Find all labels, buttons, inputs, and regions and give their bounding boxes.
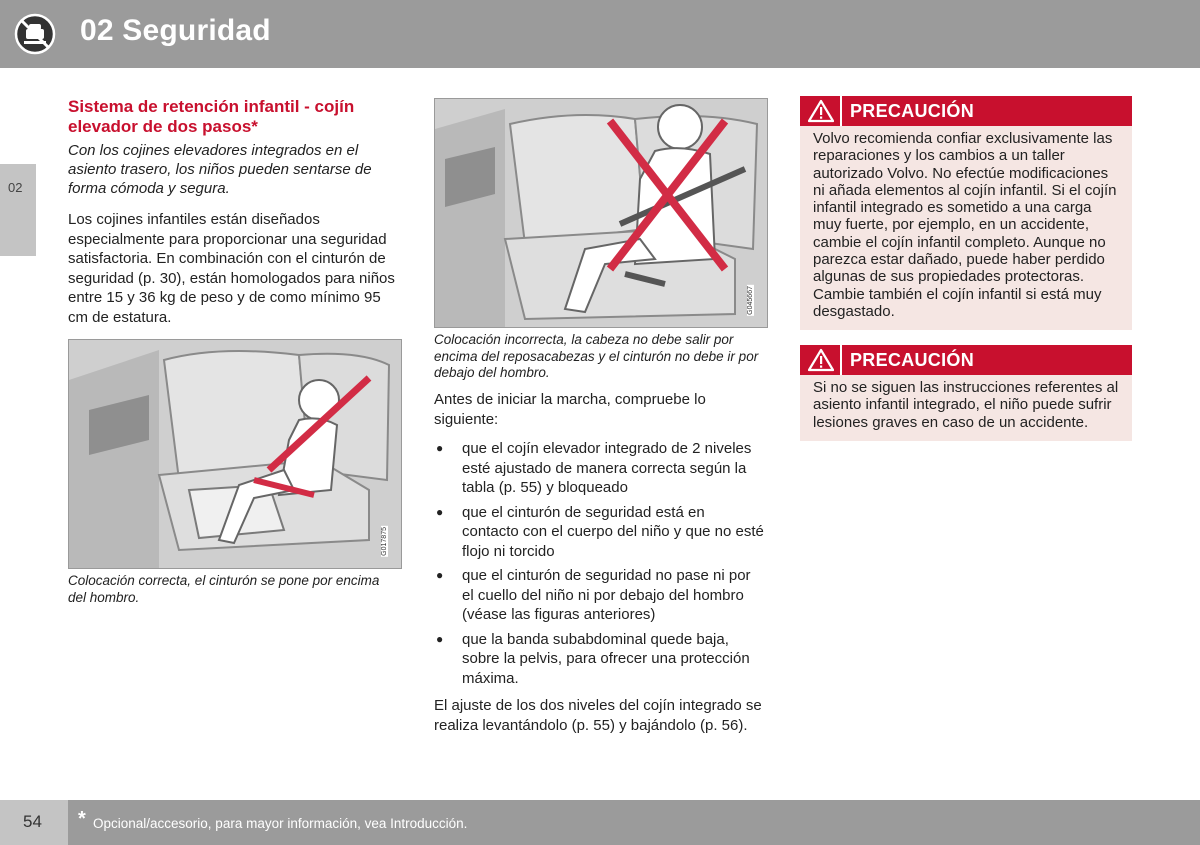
figure-incorrect-caption: Colocación incorrecta, la cabeza no debe salir por encima del reposacabezas y el cinturón no debe ir por debajo del hombro. — [434, 332, 759, 380]
figure-correct-placement — [68, 339, 402, 569]
chapter-side-tab-label: 02 — [8, 180, 23, 195]
column-left — [68, 97, 398, 327]
page-header — [0, 0, 1200, 68]
warning-box-instructions — [800, 345, 1132, 441]
warning-header — [800, 345, 1132, 375]
list-item: ● que el cinturón de seguridad está en contacto con el cuerpo del niño y que no esté flojo ni torcido — [434, 503, 764, 562]
warning-title: PRECAUCIÓN — [850, 101, 975, 121]
checklist-lead: Antes de iniciar la marcha, compruebe lo siguiente: — [434, 391, 706, 428]
page-number: 54 — [23, 812, 42, 831]
warning-text: Volvo recomienda confiar exclusivamente las reparaciones y los cambios a un taller autorizado Volvo. No efectúe modificaciones ni añada elementos al cojín infantil. Si el cojín infantil integrado es sometido a una carga muy fuerte, por ejemplo, en un accidente, cambie el cojín infantil completo. Aunque no parezca estar dañado, puede haber perdido algunas de sus propiedades protectoras. Cambie también el cojín infantil si está muy desgastado. — [813, 130, 1117, 320]
warning-title: PRECAUCIÓN — [850, 350, 975, 370]
chapter-title: 02 Seguridad — [80, 14, 271, 47]
list-item: ● que el cinturón de seguridad no pase ni por el cuello del niño ni por debajo del hombro (véase las figuras anteriores) — [434, 566, 764, 625]
checklist-closing: El ajuste de los dos niveles del cojín integrado se realiza levantándolo (p. 55) y bajándolo (p. 56). — [434, 697, 762, 734]
list-item: ● que la banda subabdominal quede baja, sobre la pelvis, para ofrecer una protección máxima. — [434, 630, 764, 689]
warning-triangle-icon — [808, 348, 834, 372]
page-footer — [0, 800, 1200, 845]
list-item: ● que el cojín elevador integrado de 2 niveles esté ajustado de manera correcta según la tabla (p. 55) y bloqueado — [434, 439, 764, 498]
child-seat-incorrect-illustration — [435, 99, 767, 327]
figure-correct-caption: Colocación correcta, el cinturón se pone por encima del hombro. — [68, 573, 380, 605]
figure-incorrect-placement — [434, 98, 768, 328]
section-intro: Con los cojines elevadores integrados en el asiento trasero, los niños pueden sentarse de forma cómoda y segura. — [68, 142, 372, 197]
warning-box-repairs — [800, 96, 1132, 330]
child-seat-safety-icon — [14, 13, 56, 55]
footnote-star: * — [78, 808, 86, 830]
warning-text: Si no se siguen las instrucciones referentes al asiento infantil integrado, el niño puede sufrir lesiones graves en caso de un accidente. — [813, 379, 1119, 431]
section-body: Los cojines infantiles están diseñados especialmente para proporcionar una seguridad satisfactoria. En combinación con el cinturón de seguridad (p. 30), están homologados para niños entre 15 y 36 kg de peso y de como mínimo 95 cm de estatura. — [68, 211, 395, 326]
warning-header — [800, 96, 1132, 126]
warning-separator — [840, 96, 842, 126]
warning-triangle-icon — [808, 99, 834, 123]
chapter-side-tab — [0, 164, 36, 256]
column-middle — [434, 390, 764, 735]
child-seat-correct-illustration — [69, 340, 401, 568]
figure-correct-code: G017875 — [381, 527, 388, 556]
checklist — [434, 439, 764, 688]
footnote-text: Opcional/accesorio, para mayor información, vea Introducción. — [93, 816, 468, 831]
warning-separator — [840, 345, 842, 375]
section-title: Sistema de retención infantil - cojín elevador de dos pasos* — [68, 97, 355, 136]
figure-incorrect-code: G045667 — [747, 286, 754, 315]
